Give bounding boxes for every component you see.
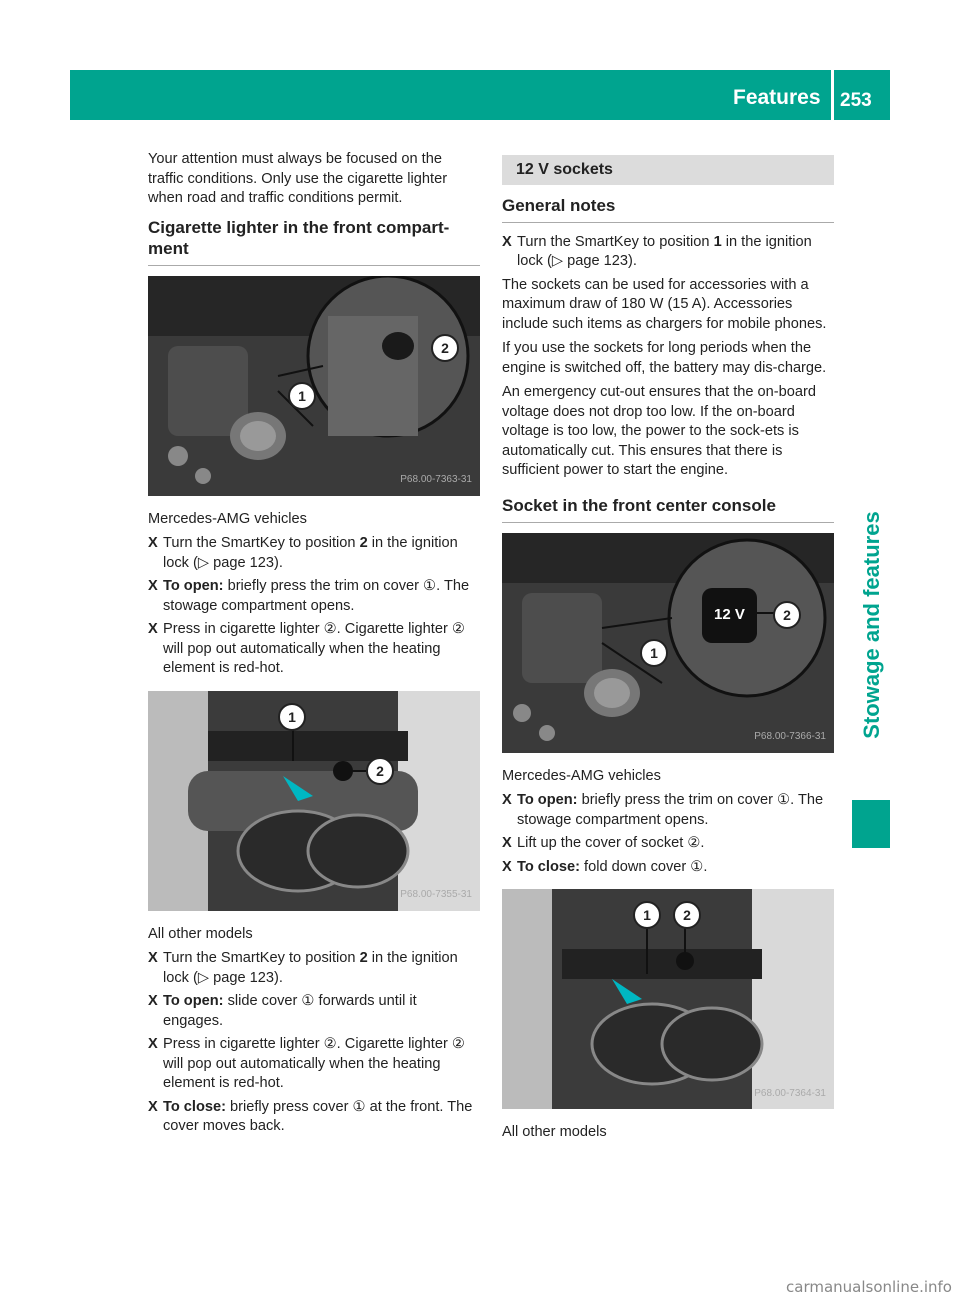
callout-2: 2	[366, 757, 394, 785]
left-column	[148, 150, 480, 1141]
callout-1: 1	[278, 703, 306, 731]
figure-amg-socket	[502, 533, 834, 753]
figure-other-socket	[502, 889, 834, 1109]
figure-other-socket-image	[502, 889, 834, 1109]
figure-code: P68.00-7364-31	[754, 1087, 826, 1099]
paragraph: The sockets can be used for accessories with a maximum draw of 180 W (15 A). Accessories include such items as chargers for mobile phones.	[502, 276, 827, 332]
side-tab-block	[852, 800, 890, 848]
step: X Press in cigarette lighter ②. Cigarette lighter ② will pop out automatically when the heating element is red-hot.	[148, 1036, 465, 1091]
step: X To open: briefly press the trim on cover ①. The stowage compartment opens.	[148, 578, 470, 614]
step: X To open: briefly press the trim on cover ①. The stowage compartment opens.	[502, 792, 824, 828]
step: X Lift up the cover of socket ②.	[502, 835, 705, 851]
figure-code: P68.00-7366-31	[754, 731, 826, 742]
step: X Turn the SmartKey to position 2 in the ignition lock (▷ page 123).	[148, 950, 458, 986]
section-band-12v-sockets: 12 V sockets	[502, 155, 834, 185]
figure-amg-socket-image	[502, 533, 834, 753]
paragraph: An emergency cut-out ensures that the on-board voltage does not drop too low. If the on-board voltage is too low, the power to the sock-ets is automatically cut. This ensures that there is sufficient power to start the engine.	[502, 384, 816, 478]
side-tab	[852, 460, 892, 790]
callout-2: 2	[431, 334, 459, 362]
step: X To open: slide cover ① forwards until it engages.	[148, 993, 417, 1029]
label-amg-vehicles: Mercedes-AMG vehicles	[148, 510, 307, 527]
figure-other-cigarette-lighter-image	[148, 691, 480, 911]
callout-2: 2	[673, 901, 701, 929]
page-title: Features	[733, 86, 821, 109]
step: X Press in cigarette lighter ②. Cigarette lighter ② will pop out automatically when the heating element is red-hot.	[148, 621, 465, 676]
figure-amg-cigarette-lighter-image	[148, 276, 480, 496]
step: X To close: fold down cover ①.	[502, 858, 708, 875]
step: X Turn the SmartKey to position 2 in the ignition lock (▷ page 123).	[148, 535, 458, 571]
socket-label: 12 V	[714, 605, 745, 623]
figure-code: P68.00-7355-31	[400, 889, 472, 900]
step: X To close: briefly press cover ① at the front. The cover moves back.	[148, 1098, 473, 1134]
callout-1: 1	[640, 639, 668, 667]
section-heading-front-center-socket: Socket in the front center console	[502, 495, 834, 523]
header-divider	[831, 70, 834, 120]
intro-paragraph: Your attention must always be focused on the traffic conditions. Only use the cigarette lighter when road and traffic conditions permit.	[148, 151, 448, 206]
right-column	[502, 150, 834, 1148]
side-tab-label: Stowage and features	[859, 511, 884, 739]
figure-code: P68.00-7363-31	[400, 474, 472, 485]
label-other-models: All other models	[148, 925, 253, 942]
page-number: 253	[840, 90, 872, 111]
footer-watermark: carmanualsonline.info	[786, 1278, 952, 1296]
section-heading-cigarette-lighter: Cigarette lighter in the front compart-ment	[148, 217, 480, 266]
step: X Turn the SmartKey to position 1 in the ignition lock (▷ page 123).	[502, 233, 812, 269]
callout-1: 1	[633, 901, 661, 929]
label-other-models: All other models	[502, 1124, 607, 1140]
callout-2: 2	[773, 601, 801, 629]
callout-1: 1	[288, 382, 316, 410]
figure-other-cigarette-lighter	[148, 691, 480, 911]
figure-amg-cigarette-lighter	[148, 276, 480, 496]
section-heading-general-notes: General notes	[502, 195, 834, 223]
label-amg-vehicles: Mercedes-AMG vehicles	[502, 767, 661, 784]
paragraph: If you use the sockets for long periods when the engine is switched off, the battery may dis-charge.	[502, 340, 827, 376]
